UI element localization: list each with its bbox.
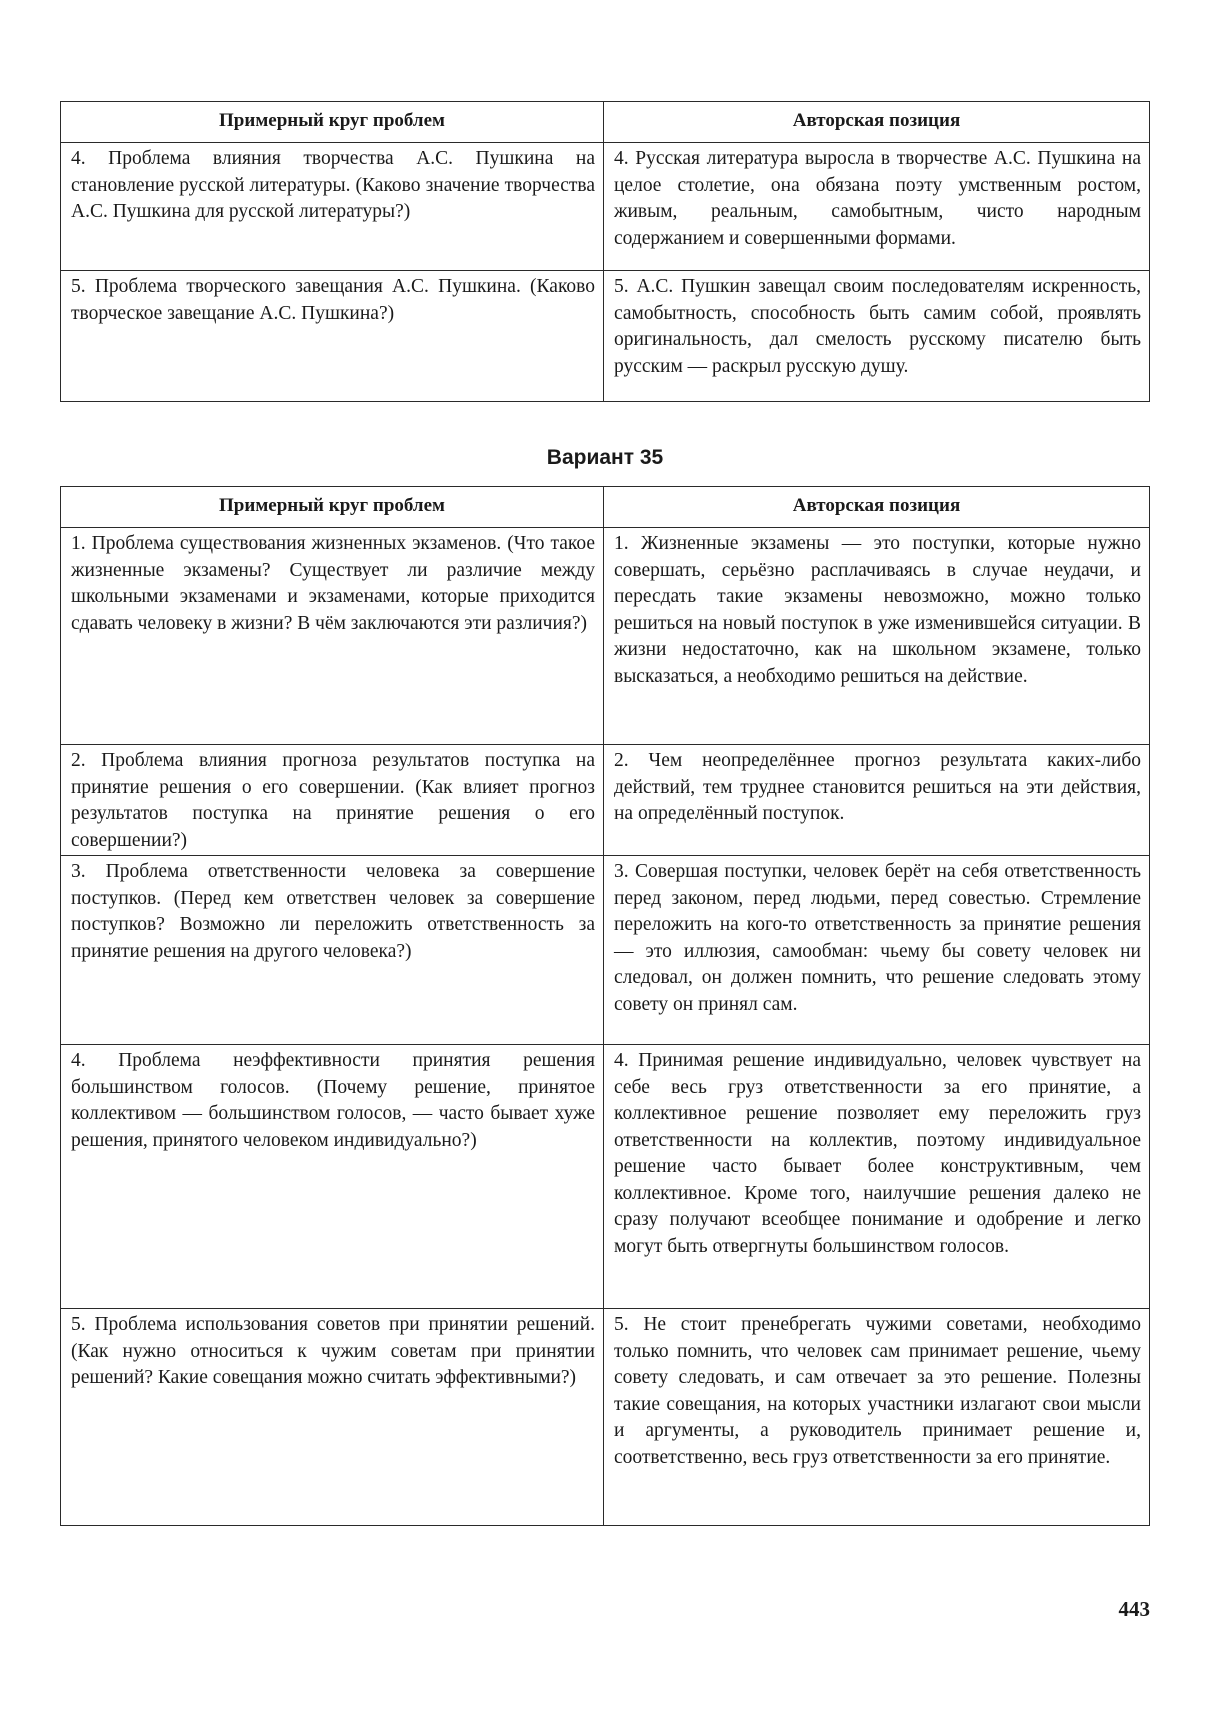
position-cell: 5. Не стоит пренебрегать чужими советами, необходимо только помнить, что человек сам принимает решение, чьему совету следовать, и сам отвечает за это решение. Полезны такие совещания, на которых участники излагают свои мысли и аргументы, а руководитель принимает решение и, соответственно, весь груз ответственности за его принятие. <box>604 1309 1150 1526</box>
column-header-author-position: Авторская позиция <box>604 487 1150 528</box>
problems-table-variant-35 <box>60 486 1150 1526</box>
column-header-problems: Примерный круг проблем <box>61 487 604 528</box>
position-cell: 1. Жизненные экзамены — это поступки, которые нужно совершать, серьёзно расплачиваясь в случае неудачи, и пересдать такие экзамены невозможно, можно только решиться на новый поступок в уже изменившейся ситуации. В жизни недостаточно, как на школьном экзамене, только высказаться, а необходимо решиться на действие. <box>604 528 1150 745</box>
problem-cell: 1. Проблема существования жизненных экзаменов. (Что такое жизненные экзамены? Существует ли различие между школьными экзаменами и экзаменами, которые приходится сдавать человеку в жизни? В чём заключаются эти различия?) <box>61 528 604 745</box>
position-cell: 4. Принимая решение индивидуально, человек чувствует на себе весь груз ответственности за его принятие, а коллективное решение позволяет ему переложить груз ответственности на коллектив, поэтому индивидуальное решение часто бывает более конструктивным, чем коллективное. Кроме того, наилучшие решения далеко не сразу получают всеобщее понимание и одобрение и легко могут быть отвергнуты большинством голосов. <box>604 1045 1150 1309</box>
problem-cell: 4. Проблема неэффективности принятия решения большинством голосов. (Почему решение, принятое коллективом — большинством голосов, — часто бывает хуже решения, принятого человеком индивидуально?) <box>61 1045 604 1309</box>
position-cell: 2. Чем неопределённее прогноз результата каких-либо действий, тем труднее становится решиться на эти действия, на определённый поступок. <box>604 745 1150 856</box>
problem-cell: 2. Проблема влияния прогноза результатов поступка на принятие решения о его совершении. (Как влияет прогноз результатов поступка на принятие решения о его совершении?) <box>61 745 604 856</box>
problems-table-continued <box>60 101 1150 402</box>
problem-cell: 4. Проблема влияния творчества А.С. Пушкина на становление русской литературы. (Каково значение творчества А.С. Пушкина для русской литературы?) <box>61 143 604 271</box>
table-header-row <box>61 487 1150 528</box>
variant-title: Вариант 35 <box>546 446 664 469</box>
table-row <box>61 1045 1150 1309</box>
table-row <box>61 271 1150 402</box>
problem-cell: 3. Проблема ответственности человека за совершение поступков. (Перед кем ответствен человек за совершение поступков? Возможно ли переложить ответственность за принятие решения на другого человека?) <box>61 856 604 1045</box>
position-cell: 3. Совершая поступки, человек берёт на себя ответственность перед законом, перед людьми, перед совестью. Стремление переложить на кого-то ответственность за принятие решения — это иллюзия, самообман: чьему бы совету человек ни следовал, он должен помнить, что решение следовать этому совету он принял сам. <box>604 856 1150 1045</box>
position-cell: 5. А.С. Пушкин завещал своим последователям искренность, самобытность, способность быть самим собой, проявлять оригинальность, дал смелость русскому писателю быть русским — раскрыл русскую душу. <box>604 271 1150 402</box>
problem-cell: 5. Проблема использования советов при принятии решений. (Как нужно относиться к чужим советам при принятии решений? Какие совещания можно считать эффективными?) <box>61 1309 604 1526</box>
table-row <box>61 143 1150 271</box>
table-row <box>61 745 1150 856</box>
problem-cell: 5. Проблема творческого завещания А.С. Пушкина. (Каково творческое завещание А.С. Пушкина?) <box>61 271 604 402</box>
table-row <box>61 856 1150 1045</box>
table-row <box>61 1309 1150 1526</box>
position-cell: 4. Русская литература выросла в творчестве А.С. Пушкина на целое столетие, она обязана поэту умственным ростом, живым, реальным, самобытным, чисто народным содержанием и совершенными формами. <box>604 143 1150 271</box>
page-number: 443 <box>1118 1597 1150 1621</box>
table-row <box>61 528 1150 745</box>
table-header-row <box>61 102 1150 143</box>
column-header-author-position: Авторская позиция <box>604 102 1150 143</box>
column-header-problems: Примерный круг проблем <box>61 102 604 143</box>
